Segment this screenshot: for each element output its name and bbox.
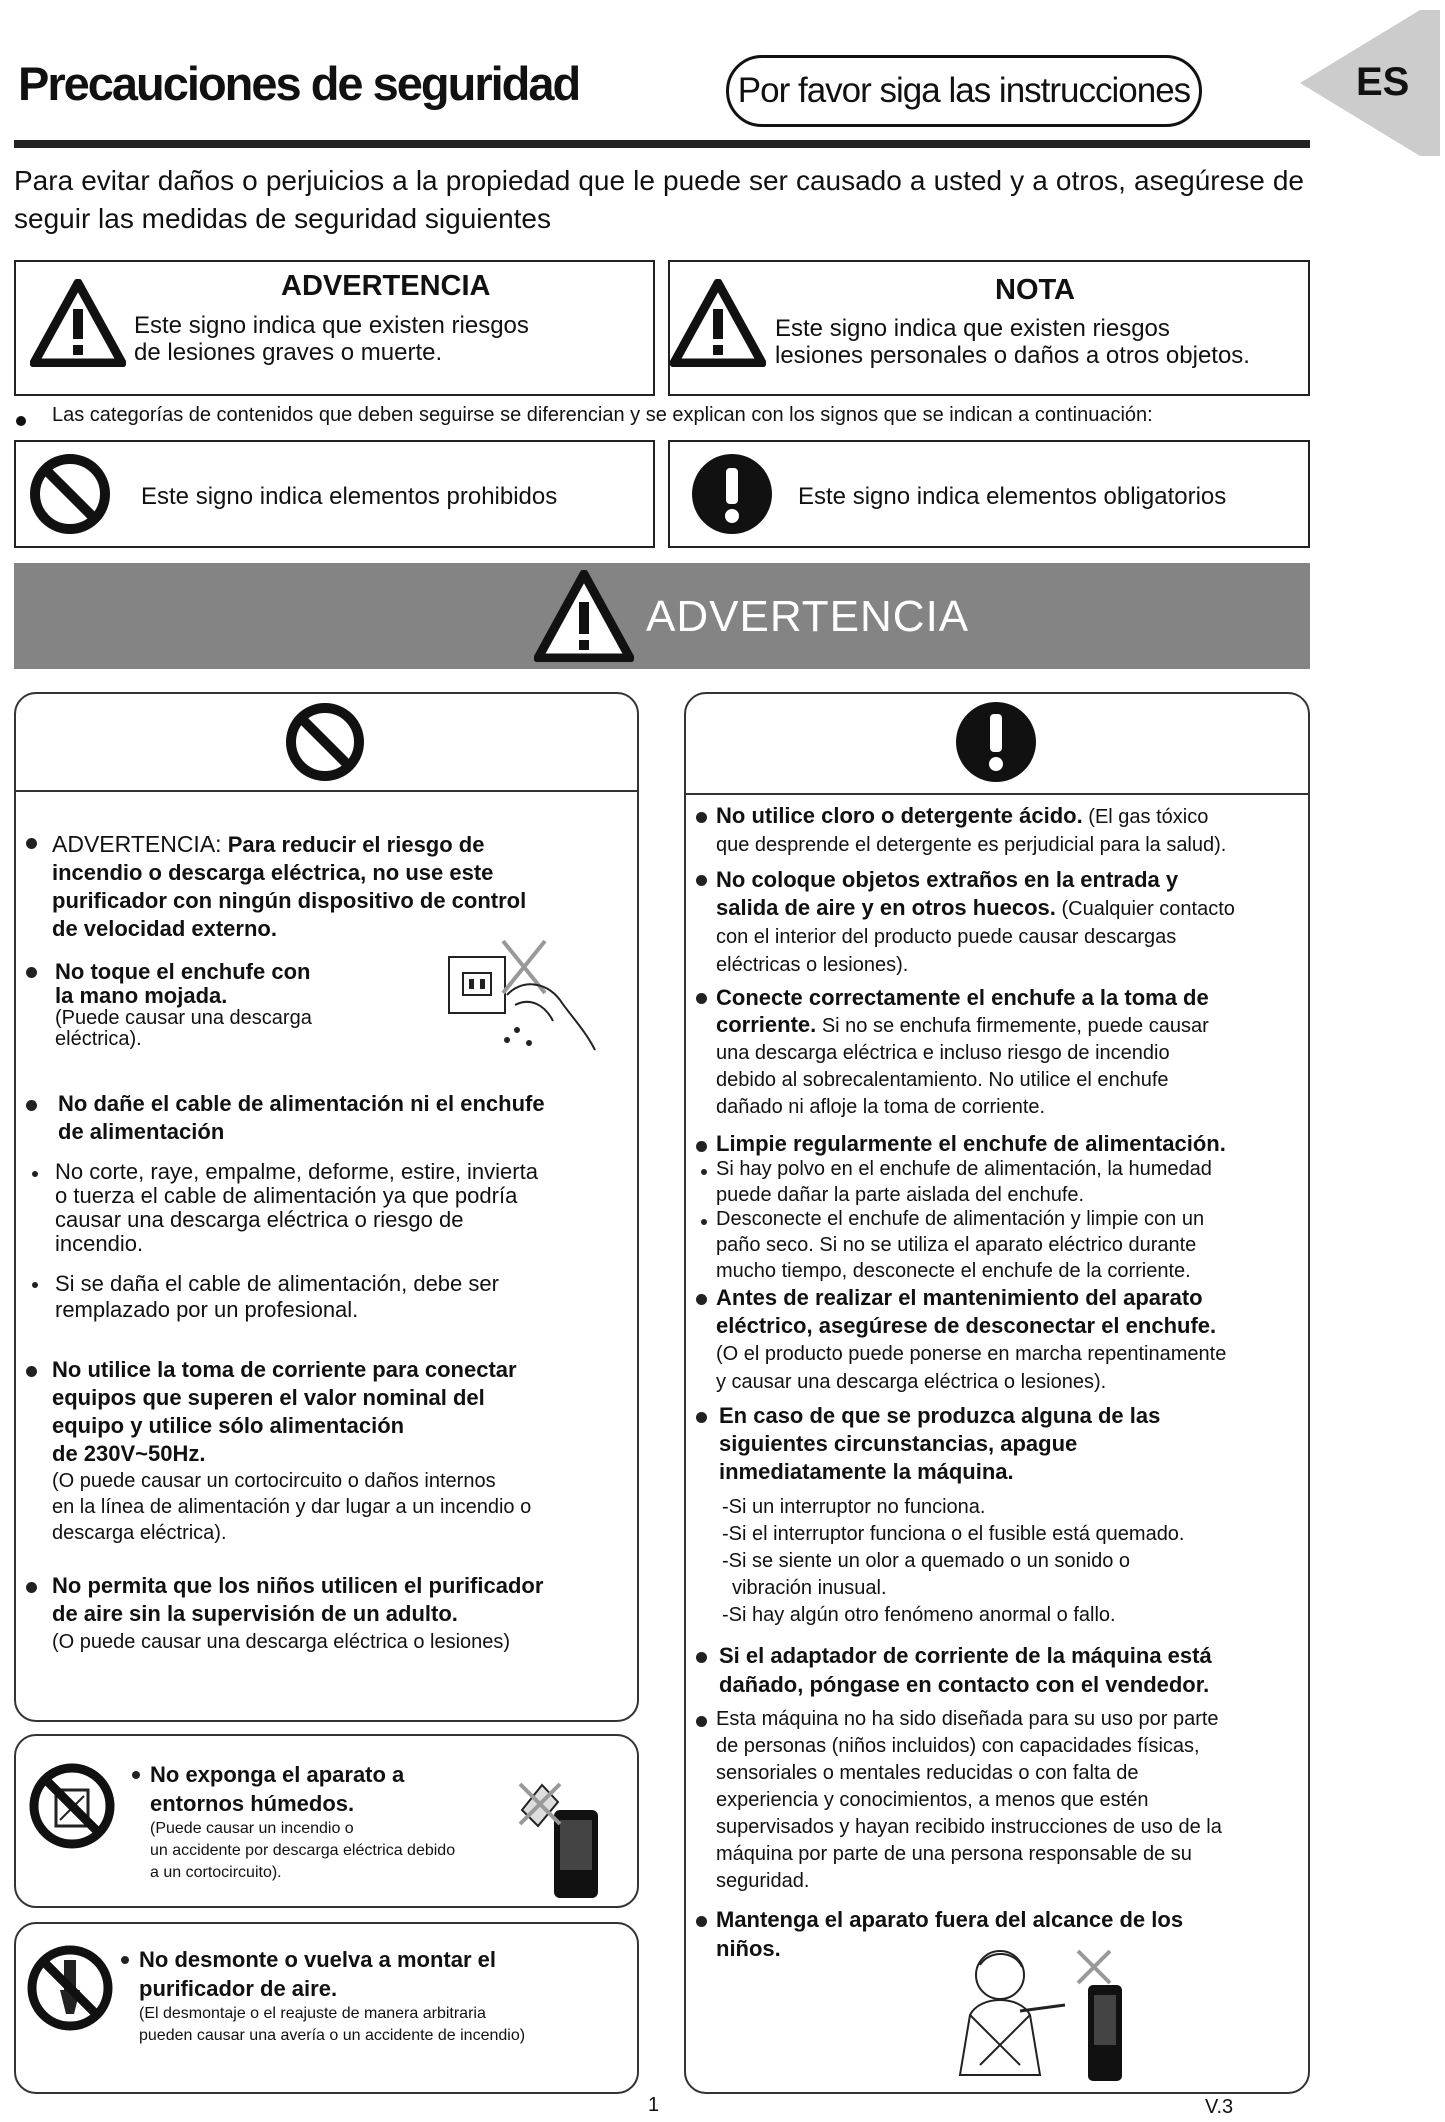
item-adapter-damaged: Si el adaptador de corriente de la máquina está dañado, póngase en contacto con el vendedor. bbox=[719, 1643, 1212, 1697]
item-wet-hand: No toque el enchufe con la mano mojada. (Puede causar una descarga eléctrica). bbox=[55, 959, 312, 1050]
prohibited-sign-text: Este signo indica elementos prohibidos bbox=[141, 483, 558, 510]
categories-line: Las categorías de contenidos que deben seguirse se diferencian y se explican con los signos que se indican a continuación: bbox=[52, 404, 1153, 426]
warning-triangle-icon bbox=[30, 279, 126, 367]
item-keep-from-children: Mantenga el aparato fuera del alcance de los niños. bbox=[716, 1907, 1184, 1961]
item-power-rating: No utilice la toma de corriente para conectar equipos que superen el valor nominal del equipo y utilice sólo alimentación de 230V~50Hz. (O puede causar un cortocircuito o daños internos en la línea de alimentación y dar lugar a un incendio o descarga eléctrica). bbox=[52, 1357, 532, 1544]
prohibited-icon bbox=[28, 452, 112, 536]
panel-divider bbox=[685, 793, 1309, 795]
item-clean-plug: Limpie regularmente el enchufe de alimentación. bbox=[716, 1131, 1226, 1156]
item-cable-damage: No dañe el cable de alimentación ni el enchufe de alimentación bbox=[58, 1091, 545, 1144]
wet-hand-plug-illustration bbox=[445, 935, 605, 1065]
note-sign-box bbox=[668, 260, 1310, 396]
warning-sign-title: ADVERTENCIA bbox=[281, 270, 491, 302]
prohibited-sign-box bbox=[14, 440, 655, 548]
note-sign-text-1: Este signo indica que existen riesgos bbox=[775, 315, 1170, 342]
item-no-chlorine: No utilice cloro o detergente ácido. (El gas tóxico que desprende el detergente es perjudicial para la salud). bbox=[716, 803, 1227, 856]
no-humidity-icon bbox=[26, 1760, 118, 1852]
note-sign-text-2: lesiones personales o daños a otros objetos. bbox=[775, 342, 1250, 369]
item-switch-off-conditions: En caso de que se produzca alguna de las siguientes circunstancias, apague inmediatamente la máquina. bbox=[719, 1403, 1161, 1484]
language-code: ES bbox=[1356, 60, 1410, 104]
panel-divider bbox=[15, 790, 638, 792]
mandatory-sign-text: Este signo indica elementos obligatorios bbox=[798, 483, 1227, 510]
item-disassembly: No desmonte o vuelva a montar el purificador de aire. (El desmontaje o el reajuste de manera arbitraria pueden causar una avería o un accidente de incendio) bbox=[139, 1947, 526, 2044]
page-title: Precauciones de seguridad bbox=[18, 57, 580, 110]
panel-mandatory-icon bbox=[954, 700, 1038, 784]
warning-sign-text-1: Este signo indica que existen riesgos bbox=[134, 312, 529, 339]
item-clean-plug-dust: Si hay polvo en el enchufe de alimentación, la humedad puede dañar la parte aislada del enchufe. bbox=[716, 1158, 1212, 1206]
switch-off-conditions-list: -Si un interruptor no funciona. -Si el interruptor funciona o el fusible está quemado. -Si se siente un olor a quemado o un sonido o vibración inusual. -Si hay algún otro fenómeno anormal o fallo. bbox=[722, 1496, 1185, 1626]
purifier-humidity-illustration bbox=[512, 1780, 602, 1900]
item-children-supervision: No permita que los niños utilicen el purificador de aire sin la supervisión de un adulto. (O puede causar una descarga eléctrica o lesiones) bbox=[52, 1573, 544, 1653]
caution-triangle-icon bbox=[670, 279, 766, 367]
panel-prohibited-icon bbox=[283, 700, 367, 784]
bullet-dot bbox=[16, 416, 26, 426]
warning-sign-text-2: de lesiones graves o muerte. bbox=[134, 339, 443, 366]
header-rule bbox=[14, 140, 1310, 148]
no-disassembly-icon bbox=[24, 1942, 116, 2034]
page-number: 1 bbox=[648, 2094, 660, 2116]
item-humidity: No exponga el aparato a entornos húmedos. (Puede causar un incendio o un accidente por descarga eléctrica debido a un cortocircuito). bbox=[150, 1762, 456, 1881]
item-cable-replacement: Si se daña el cable de alimentación, debe ser remplazado por un profesional. bbox=[55, 1271, 499, 1322]
mandatory-icon bbox=[690, 452, 774, 536]
item-maintenance-unplug: Antes de realizar el mantenimiento del aparato eléctrico, asegúrese de desconectar el enchufe. (O el producto puede ponerse en marcha repentinamente y causar una descarga eléctrica o lesiones). bbox=[716, 1285, 1227, 1393]
item-no-foreign-objects: No coloque objetos extraños en la entrada y salida de aire y en otros huecos. (Cualquier contacto con el interior del producto puede causar descargas eléctricas o lesiones). bbox=[716, 867, 1235, 976]
child-purifier-illustration bbox=[950, 1945, 1140, 2085]
item-plug-correctly: Conecte correctamente el enchufe a la toma de corriente. Si no se enchufa firmemente, puede causar una descarga eléctrica e incluso riesgo de incendio debido al sobrecalentamiento. No utilice el enchufe dañado ni afloje la toma de corriente. bbox=[716, 985, 1209, 1118]
item-external-speed-control: ADVERTENCIA: Para reducir el riesgo de incendio o descarga eléctrica, no use este purificador con ningún dispositivo de control de velocidad externo. bbox=[52, 831, 527, 941]
item-not-for-reduced-capacity: Esta máquina no ha sido diseñada para su uso por parte de personas (niños incluidos) con capacidades físicas, sensoriales o mentales reducidas o con falta de experiencia y conocimientos, a menos que estén supervisados y hayan recibido instrucciones de uso de la máquina por parte de una persona responsable de su seguridad. bbox=[716, 1708, 1222, 1892]
banner-warning-icon bbox=[534, 570, 634, 662]
note-sign-title: NOTA bbox=[995, 274, 1076, 306]
mandatory-sign-box bbox=[668, 440, 1310, 548]
instructions-pill: Por favor siga las instrucciones bbox=[726, 55, 1202, 127]
intro-text: Para evitar daños o perjuicios a la propiedad que le puede ser causado a usted y a otros, asegúrese de seguir las medidas de seguridad siguientes bbox=[14, 165, 1304, 234]
item-cable-instructions: No corte, raye, empalme, deforme, estire, invierta o tuerza el cable de alimentación ya que podría causar una descarga eléctrica o riesgo de incendio. bbox=[55, 1159, 538, 1256]
item-clean-plug-dry: Desconecte el enchufe de alimentación y limpie con un paño seco. Si no se utiliza el aparato eléctrico durante mucho tiempo, desconecte el enchufe de la corriente. bbox=[716, 1208, 1205, 1282]
banner-title: ADVERTENCIA bbox=[646, 592, 970, 641]
warning-sign-box bbox=[14, 260, 655, 396]
version-label: V.3 bbox=[1205, 2096, 1234, 2118]
